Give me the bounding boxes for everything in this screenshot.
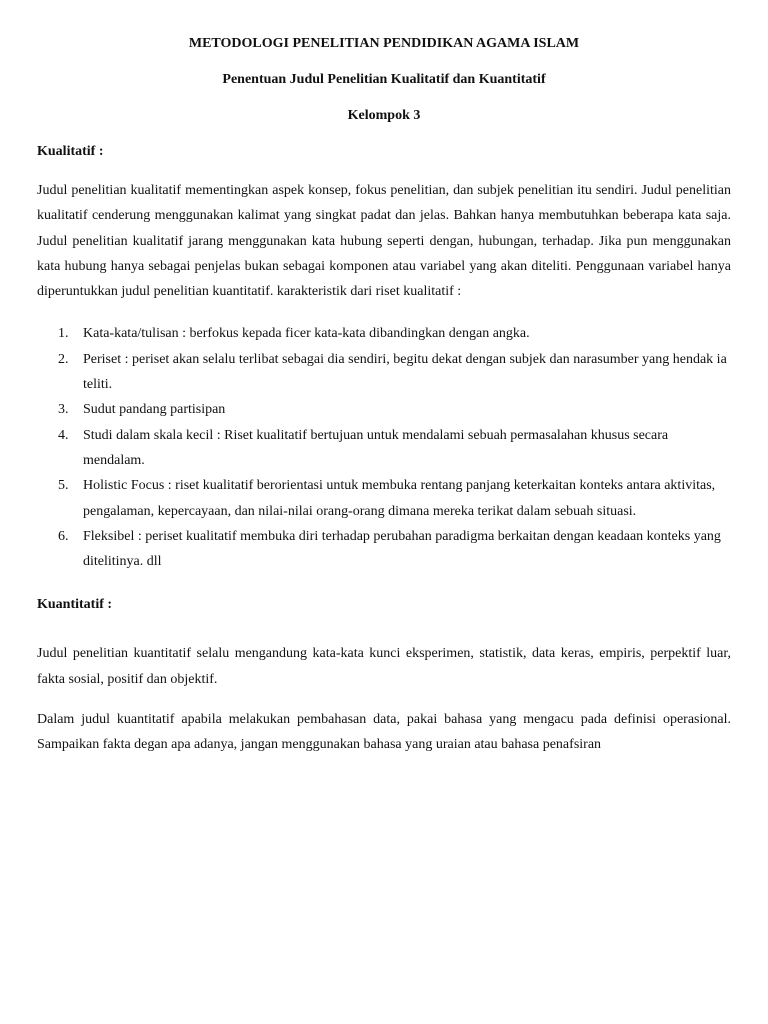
list-item [37,321,731,346]
list-item [37,473,731,524]
list-item [37,423,731,474]
list-item-text: Holistic Focus : riset kualitatif berorientasi untuk membuka rentang panjang keterkaitan konteks antara aktivitas, pengalaman, kepercayaan, dan nilai-nilai orang-orang dimana mereka terikat dalam sebuah situasi. [83,478,716,519]
document-title: METODOLOGI PENELITIAN PENDIDIKAN AGAMA ISLAM [188,36,580,51]
list-item [37,524,731,575]
paragraph-kuantitatif-2: Dalam judul kuantitatif apabila melakukan pembahasan data, pakai bahasa yang mengacu pada definisi operasional. Sampaikan fakta degan apa adanya, jangan menggunakan bahasa yang uraian atau bahasa penafsiran [37,712,731,753]
list-number: 6. [58,528,69,544]
list-number: 4. [58,427,69,443]
section-heading-kualitatif: Kualitatif : [37,144,104,159]
list-item-text: Fleksibel : periset kualitatif membuka diri terhadap perubahan paradigma berkaitan dengan keadaan konteks yang ditelitinya. dll [83,528,721,570]
list-item [37,347,731,398]
list-item-text: Studi dalam skala kecil : Riset kualitatif bertujuan untuk mendalami sebuah permasalahan khusus secara mendalam. [83,427,669,468]
list-number: 2. [58,351,69,367]
section-heading-kuantitatif: Kuantitatif : [37,597,113,613]
list-item-text: Periset : periset akan selalu terlibat sebagai dia sendiri, begitu dekat dengan subjek dan narasumber yang hendak ia teliti. [83,351,727,393]
list-item-text: Sudut pandang partisipan [83,402,226,418]
document-page [37,33,731,758]
characteristics-list [37,321,731,574]
list-number: 3. [58,402,69,418]
group-label: Kelompok 3 [347,108,421,123]
document-subtitle: Penentuan Judul Penelitian Kualitatif dan Kuantitatif [222,72,546,87]
list-item-text: Kata-kata/tulisan : berfokus kepada ficer kata-kata dibandingkan dengan angka. [83,326,530,342]
list-number: 1. [58,326,69,342]
paragraph-kuantitatif-1: Judul penelitian kuantitatif selalu mengandung kata-kata kunci eksperimen, statistik, data keras, empiris, perpektif luar, fakta sosial, positif dan objektif. [37,646,731,687]
list-item [37,397,731,422]
paragraph-kualitatif: Judul penelitian kualitatif mementingkan aspek konsep, fokus penelitian, dan subjek penelitian itu sendiri. Judul penelitian kualitatif cenderung menggunakan kalimat yang singkat padat dan jelas. Bahkan hanya membutuhkan beberapa kata saja. Judul penelitian kualitatif jarang menggunakan kata hubung seperti dengan, hubungan, terhadap. Jika pun menggunakan kata hubung hanya sebagai penjelas bukan sebagai komponen atau variabel yang akan diteliti. Penggunaan variabel hanya diperuntukkan judul penelitian kuantitatif. karakteristik dari riset kualitatif : [37,183,731,300]
list-number: 5. [58,478,69,494]
